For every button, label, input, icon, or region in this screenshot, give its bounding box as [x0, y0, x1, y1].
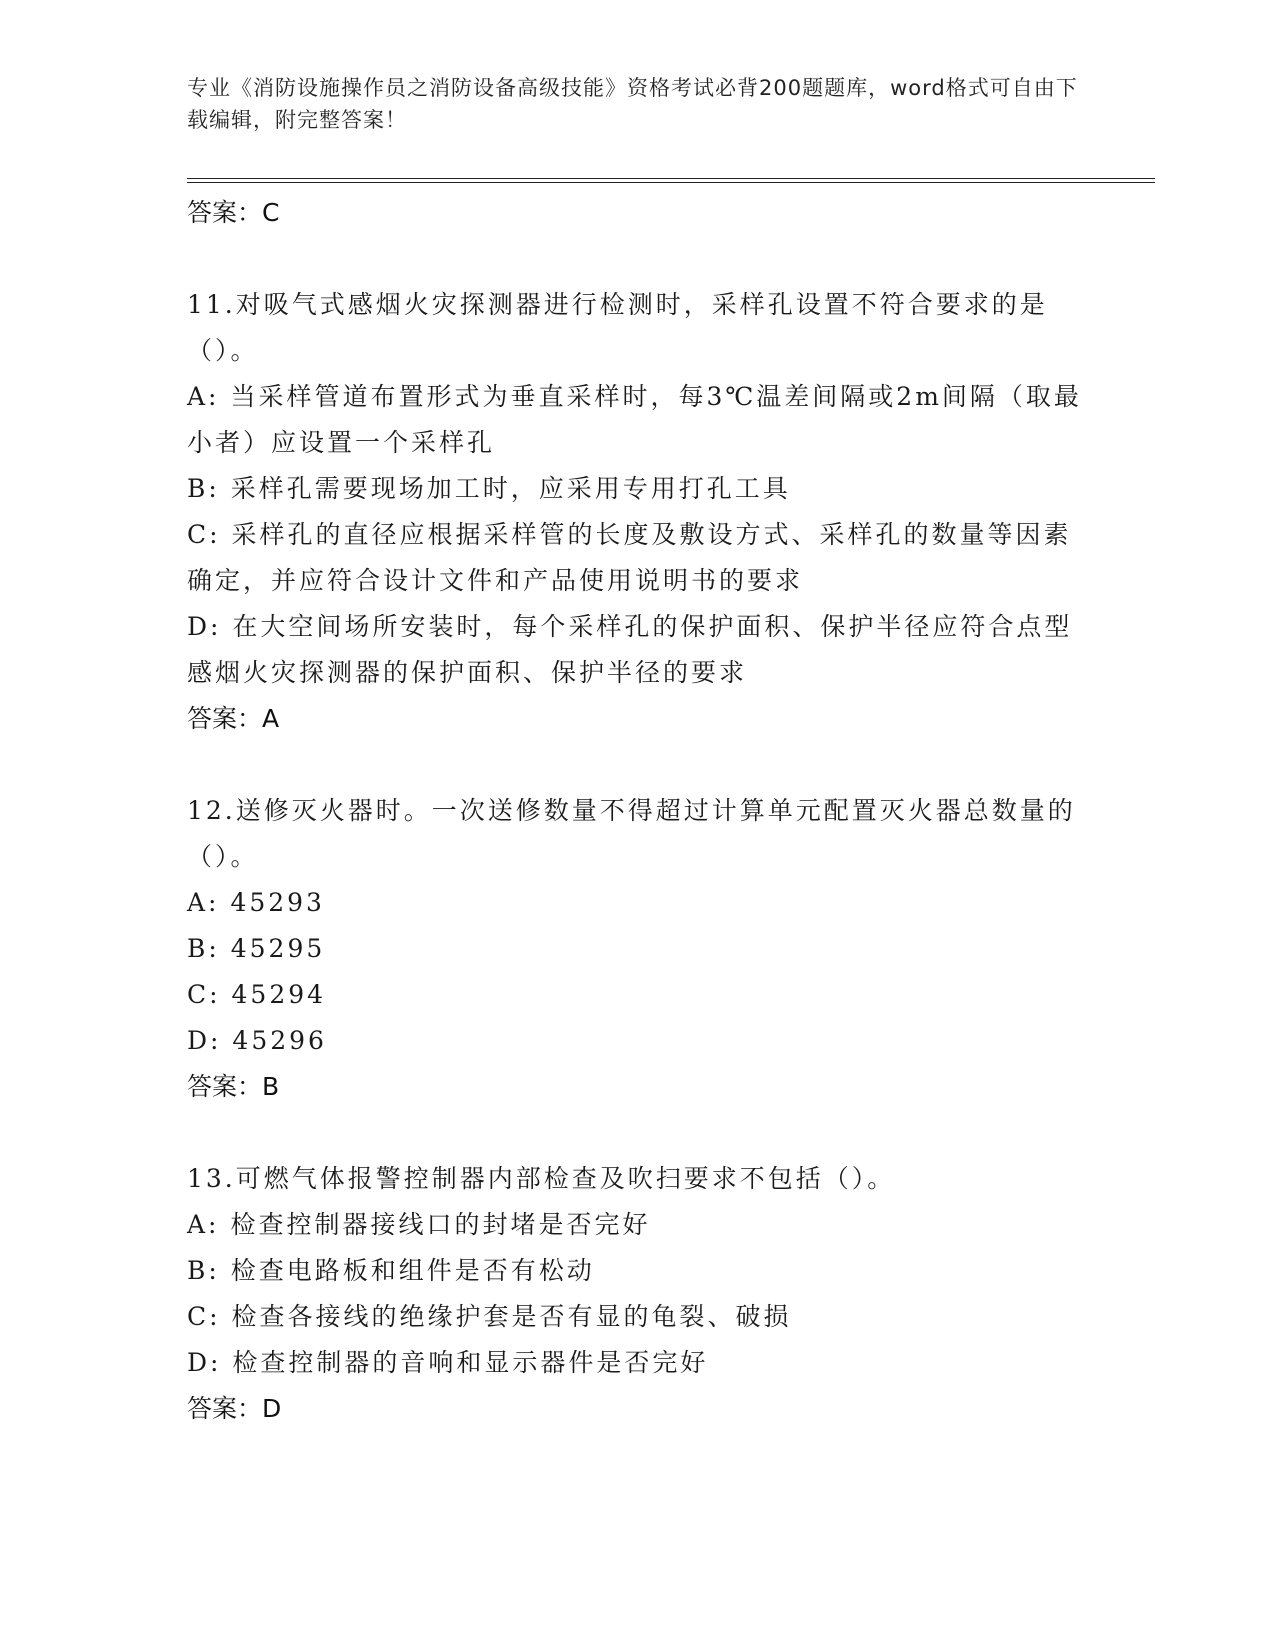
option-text: 45295	[230, 934, 326, 963]
option-text: 采样孔需要现场加工时，应采用专用打孔工具	[230, 474, 791, 503]
option-letter: C:	[187, 520, 221, 549]
option-a	[187, 1202, 1087, 1248]
option-letter: D:	[187, 1026, 222, 1055]
question-13	[187, 1156, 1087, 1432]
option-d	[187, 1340, 1087, 1386]
option-b	[187, 1248, 1087, 1294]
option-c	[187, 972, 1087, 1018]
option-text: 检查控制器的音响和显示器件是否完好	[232, 1348, 709, 1377]
option-a	[187, 880, 1087, 926]
question-text: 11.对吸气式感烟火灾探测器进行检测时，采样孔设置不符合要求的是（）。	[187, 290, 1048, 365]
option-text: 45296	[232, 1026, 327, 1055]
option-letter: A:	[187, 382, 220, 411]
option-text: 检查控制器接线口的封堵是否完好	[230, 1210, 651, 1239]
option-b	[187, 926, 1087, 972]
option-text: 检查各接线的绝缘护套是否有显的龟裂、破损	[231, 1302, 792, 1331]
option-text: 45294	[231, 980, 327, 1009]
option-text: 检查电路板和组件是否有松动	[230, 1256, 595, 1285]
option-letter: D:	[187, 612, 222, 641]
header-rule-top	[187, 178, 1155, 179]
answer: 答案：D	[187, 1394, 282, 1423]
option-letter: B:	[187, 1256, 220, 1285]
option-letter: C:	[187, 1302, 221, 1331]
header-rule-bottom	[187, 182, 1155, 183]
question-12	[187, 788, 1087, 1110]
option-text: 45293	[230, 888, 325, 917]
option-b	[187, 466, 1087, 512]
option-text: 当采样管道布置形式为垂直采样时，每3℃温差间隔或2m间隔（取最小者）应设置一个采样孔	[187, 382, 1082, 457]
option-a	[187, 374, 1087, 466]
option-letter: A:	[187, 1210, 220, 1239]
option-letter: B:	[187, 934, 220, 963]
option-c	[187, 1294, 1087, 1340]
option-d	[187, 1018, 1087, 1064]
question-text: 13.可燃气体报警控制器内部检查及吹扫要求不包括（）。	[187, 1164, 896, 1193]
answer: 答案：A	[187, 704, 280, 733]
question-11	[187, 282, 1087, 742]
option-letter: D:	[187, 1348, 222, 1377]
previous-answer: 答案：C	[187, 198, 280, 227]
option-letter: A:	[187, 888, 220, 917]
option-text: 采样孔的直径应根据采样管的长度及敷设方式、采样孔的数量等因素确定，并应符合设计文件和产品使用说明书的要求	[187, 520, 1072, 595]
option-c	[187, 512, 1087, 604]
document-body	[187, 190, 1087, 1432]
option-letter: C:	[187, 980, 221, 1009]
option-d	[187, 604, 1087, 696]
page-header: 专业《消防设施操作员之消防设备高级技能》资格考试必背200题题库，word格式可自由下载编辑，附完整答案！	[187, 76, 1078, 132]
option-letter: B:	[187, 474, 220, 503]
question-text: 12.送修灭火器时。一次送修数量不得超过计算单元配置灭火器总数量的（）。	[187, 796, 1076, 871]
option-text: 在大空间场所安装时，每个采样孔的保护面积、保护半径应符合点型感烟火灾探测器的保护面积、保护半径的要求	[187, 612, 1073, 687]
answer: 答案：B	[187, 1072, 280, 1101]
